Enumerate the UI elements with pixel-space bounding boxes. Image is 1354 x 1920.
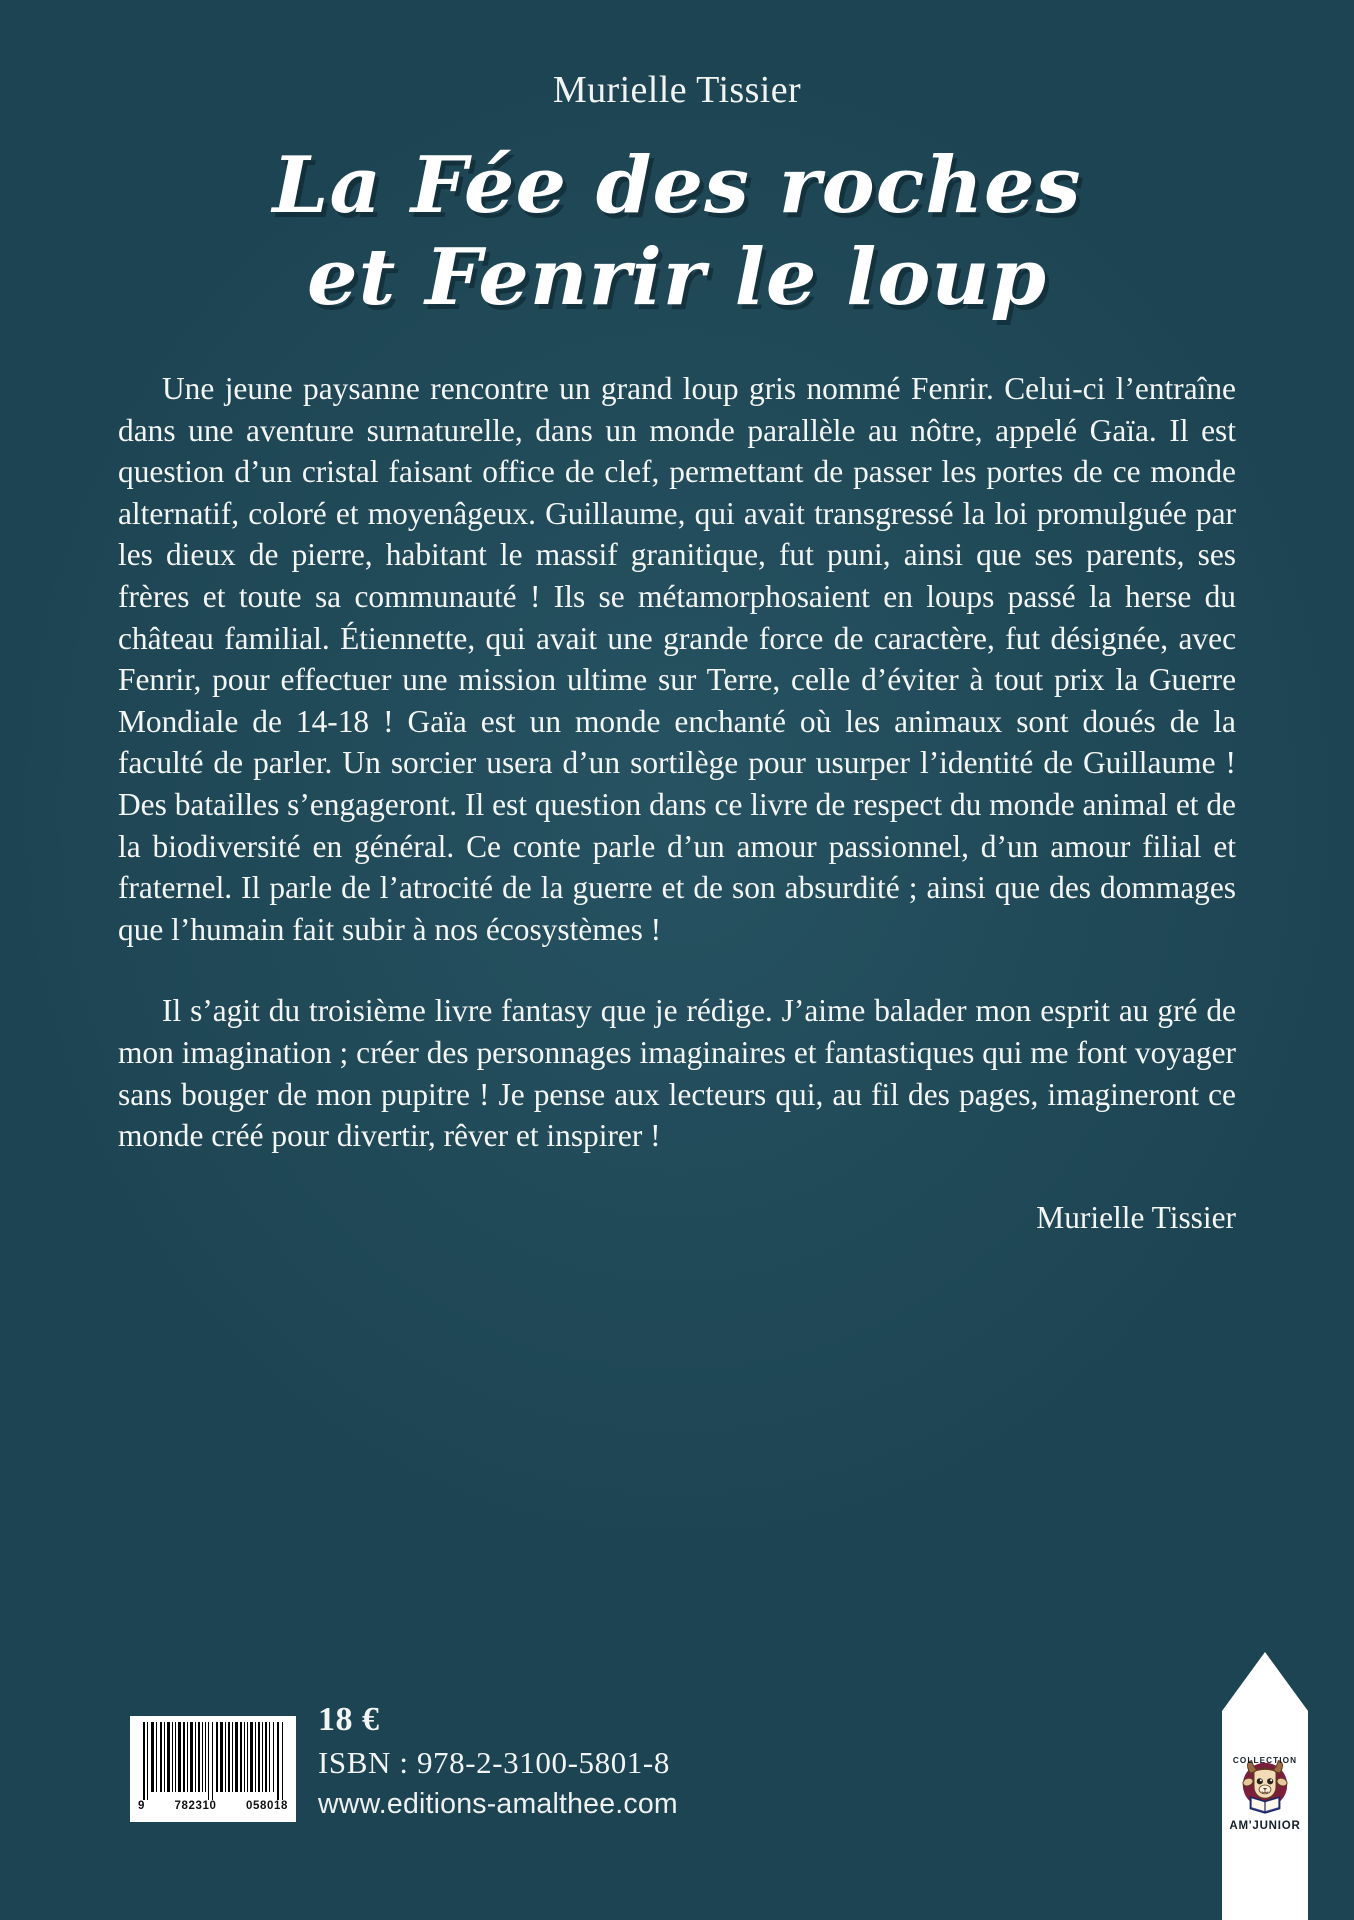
barcode-digits — [136, 1800, 290, 1813]
author-name-top: Murielle Tissier — [552, 69, 802, 111]
back-cover-blurb — [118, 368, 1236, 1238]
publisher-website[interactable]: www.editions-amalthee.com — [318, 1788, 678, 1820]
book-title — [0, 140, 1354, 324]
barcode-bars-icon — [136, 1722, 290, 1800]
book-title-line-1: La Fée des roches — [272, 140, 1082, 231]
collection-top-label: COLLECTION — [1232, 1756, 1298, 1765]
barcode-right-group: 058018 — [246, 1800, 288, 1812]
publication-info — [318, 1698, 678, 1824]
barcode-lead-digit: 9 — [138, 1800, 145, 1812]
collection-bottom-label: AM'JUNIOR — [1229, 1820, 1301, 1832]
price-label: 18 € — [318, 1701, 380, 1738]
isbn-label: ISBN : 978-2-3100-5801-8 — [318, 1745, 670, 1780]
blurb-paragraph-synopsis: Une jeune paysanne rencontre un grand loup gris nommé Fenrir. Celui-ci l’entraîne dans une aventure surnaturelle, dans un monde parallèle au nôtre, appelé Gaïa. Il est question d’un cristal faisant office de clef, permettant de passer les portes de ce monde alternatif, coloré et moyenâgeux. Guillaume, qui avait transgressé la loi promulguée par les dieux de pierre, habitant le massif granitique, fut puni, ainsi que ses parents, ses frères et toute sa communauté ! Ils se métamorphosaient en loups passé la herse du château familial. Étiennette, qui avait une grande force de caractère, fut désignée, avec Fenrir, pour effectuer une mission ultime sur Terre, celle d’éviter à tout prix la Guerre Mondiale de 14-18 ! Gaïa est un monde enchanté où les animaux sont doués de la faculté de parler. Un sorcier usera d’un sortilège pour usurper l’identité de Guillaume ! Des batailles s’engageront. Il est question dans ce livre de respect du monde animal et de la biodiversité en général. Ce conte parle d’un amour passionnel, d’un amour filial et fraternel. Il parle de l’atrocité de la guerre et de son absurdité ; ainsi que des dommages que l’humain fait subir à nos écosystèmes ! — [118, 371, 1236, 947]
isbn-barcode — [130, 1716, 296, 1822]
blurb-paragraph-author-note: Il s’agit du troisième livre fantasy que je rédige. J’aime balader mon esprit au gré de mon imagination ; créer des personnages imaginaires et fantastiques qui me font voyager sans bouger de mon pupitre ! Je pense aux lecteurs qui, au fil des pages, imagineront ce monde créé pour divertir, rêver et inspirer ! — [118, 993, 1236, 1154]
author-signature: Murielle Tissier — [1036, 1199, 1236, 1235]
collection-ribbon — [1222, 1652, 1308, 1920]
book-title-line-2: et Fenrir le loup — [306, 232, 1048, 324]
barcode-left-group: 782310 — [174, 1800, 217, 1812]
